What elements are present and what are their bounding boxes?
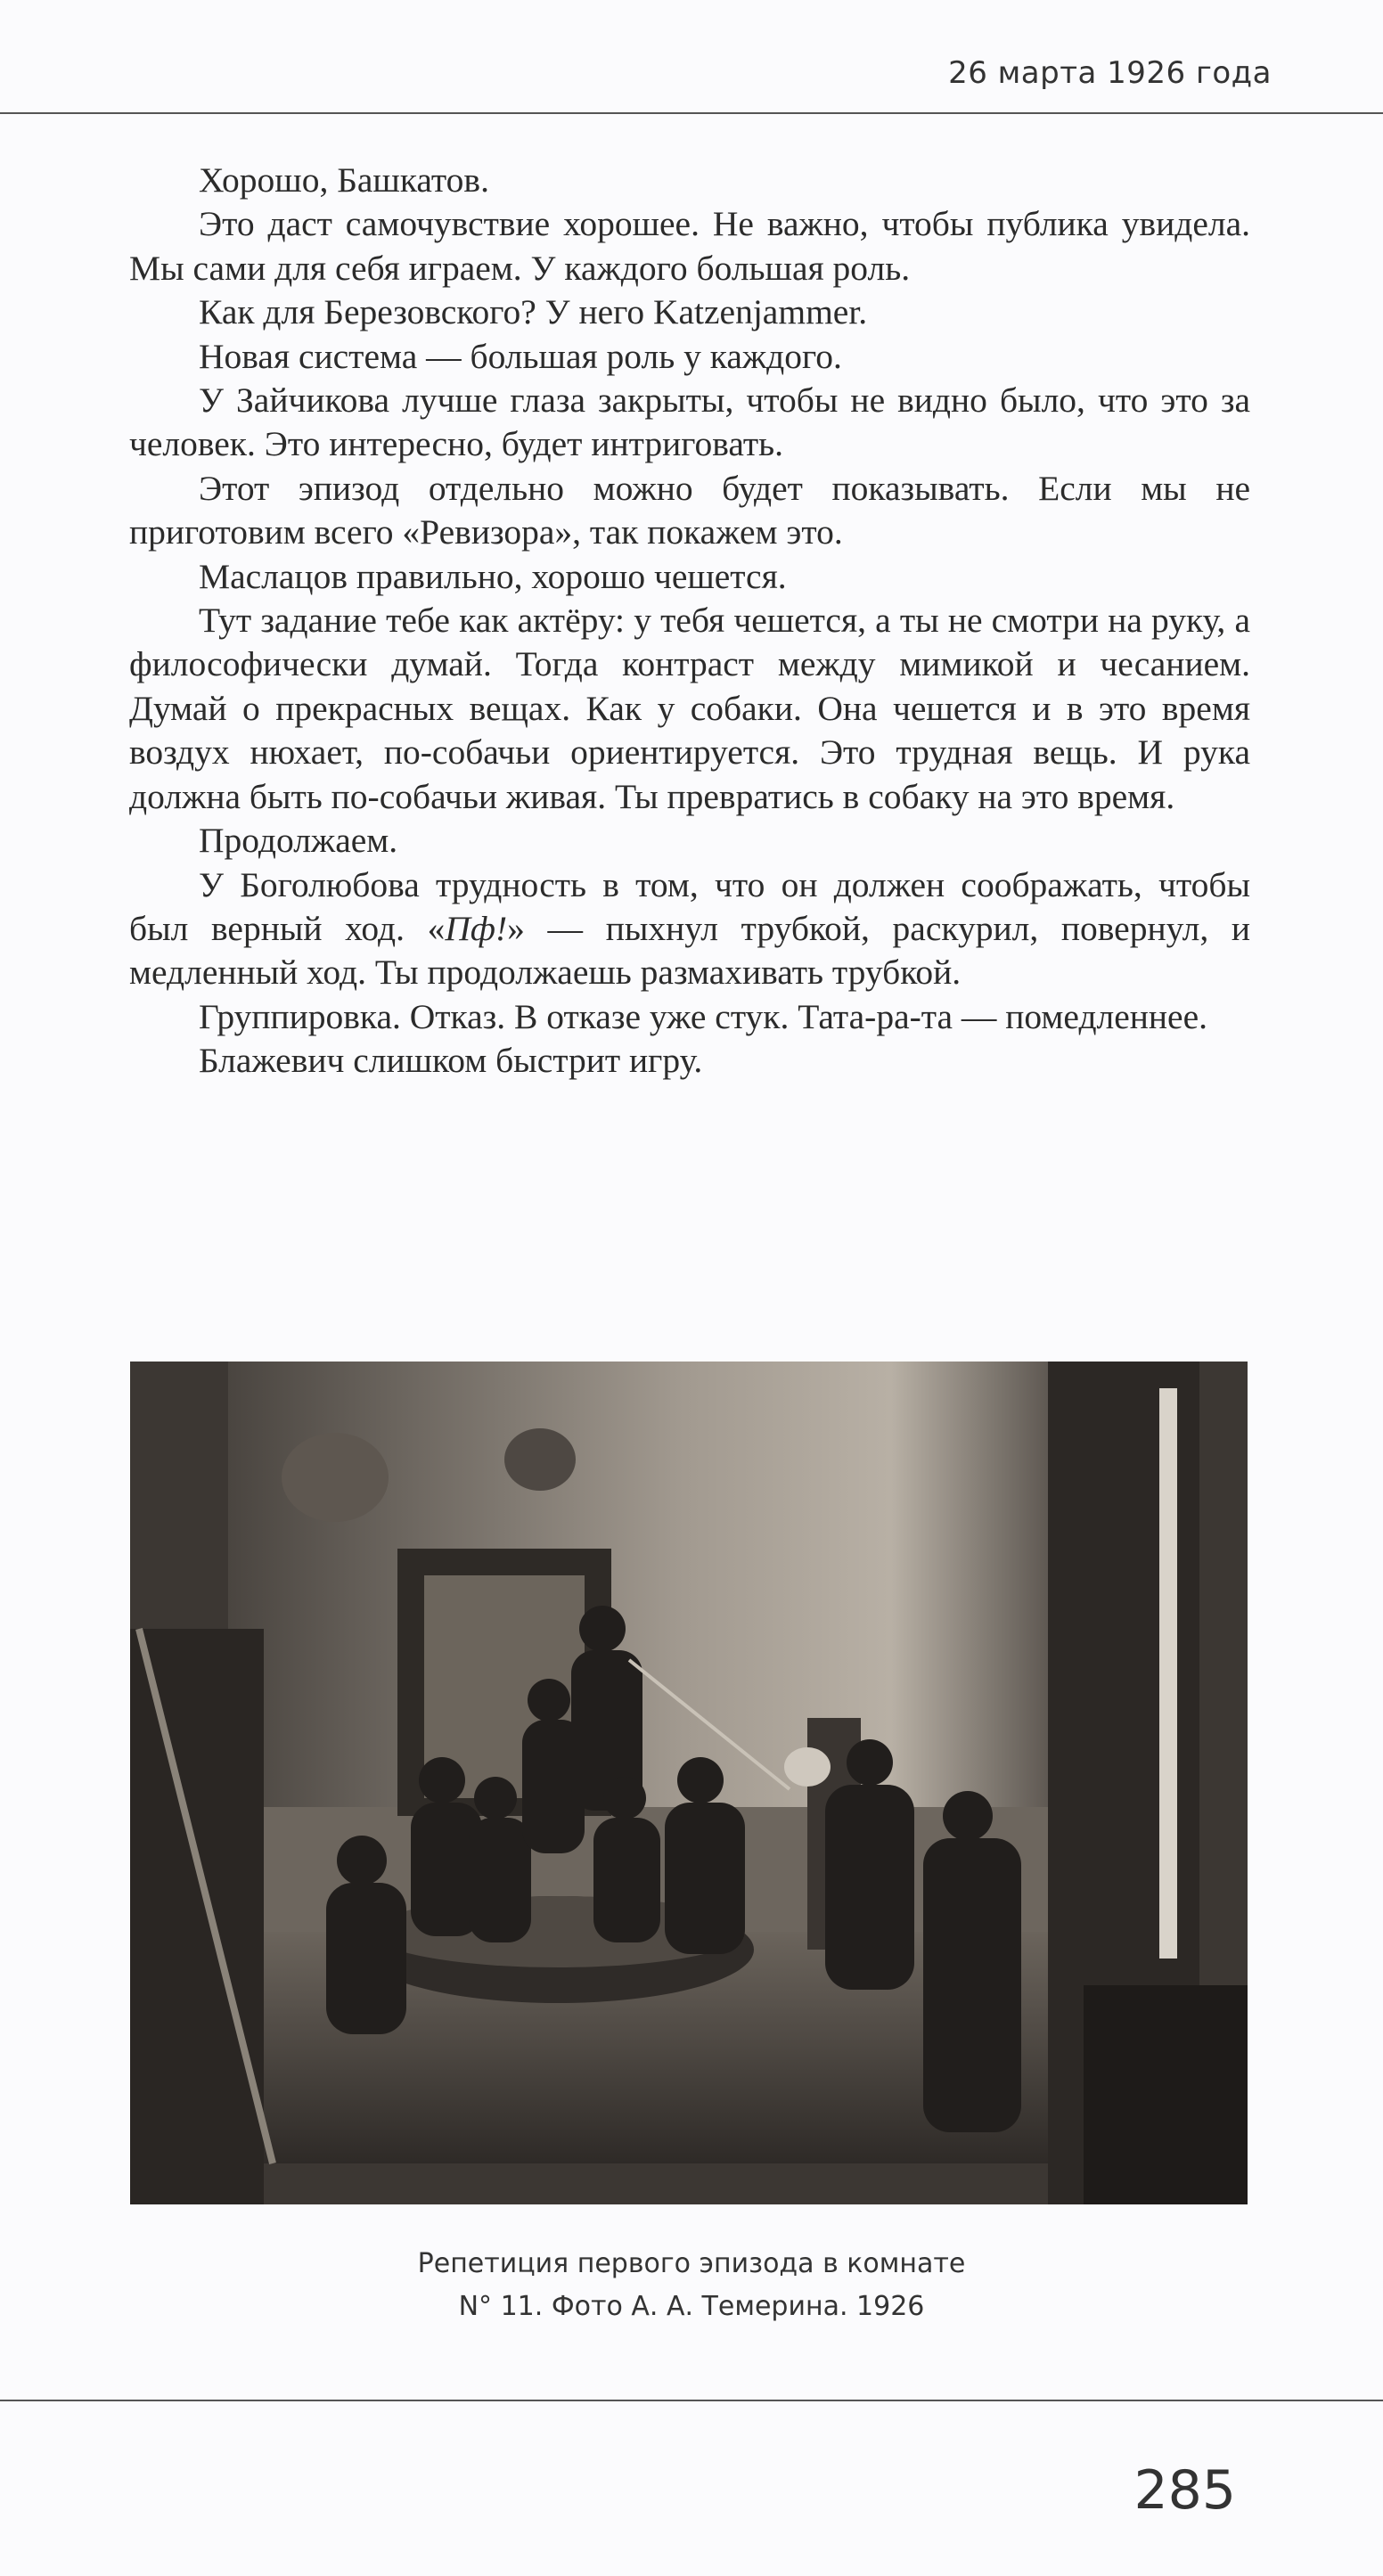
lamp-shade-left <box>282 1433 389 1522</box>
running-head: 26 марта 1926 года <box>948 55 1272 91</box>
paragraph: Хорошо, Башкатов. <box>199 160 489 200</box>
paragraph-text: » — пыхнул трубкой, раскурил, повернул, и медленный ход. Ты продолжаешь размахивать трубкой. <box>129 908 1250 993</box>
page-number: 285 <box>1133 2459 1236 2522</box>
paragraph: Как для Березовского? У него Katzenjammer. <box>199 292 868 332</box>
rehearsal-photo <box>130 1362 1248 2204</box>
foreground-shadow <box>1084 1985 1248 2204</box>
paragraph: Группировка. Отказ. В отказе уже стук. Тата-ра-та — помедленнее. <box>199 996 1207 1036</box>
body-text <box>129 159 1250 1084</box>
photo-caption <box>0 2243 1383 2328</box>
lamp-shade-center <box>504 1428 576 1491</box>
header-rule <box>0 112 1383 114</box>
paragraph-text: У Боголюбова трудность в том, что он должен соображать, чтобы был верный ход. « <box>129 864 1250 948</box>
paragraph: Маслацов правильно, хорошо чешется. <box>199 556 787 596</box>
caption-line: N° 11. Фото А. А. Темерина. 1926 <box>458 2291 925 2322</box>
paragraph <box>129 863 1250 995</box>
paragraph: У Зайчикова лучше глаза закрыты, чтобы не видно было, что это за человек. Это интересно, будет интриговать. <box>129 380 1250 464</box>
window-light <box>1159 1388 1177 1959</box>
paragraph: Новая система — большая роль у каждого. <box>199 336 842 376</box>
photo-illustration <box>130 1362 1248 2204</box>
flat-left <box>130 1629 264 2204</box>
italic-exclamation: Пф! <box>445 908 508 948</box>
paragraph: Продолжаем. <box>199 821 398 861</box>
paragraph: Это даст самочувствие хорошее. Не важно, чтобы публика увидела. Мы сами для себя играем. У каждого большая роль. <box>129 204 1250 288</box>
paragraph: Этот эпизод отдельно можно будет показывать. Если мы не приготовим всего «Ревизора», так покажем это. <box>129 468 1250 552</box>
paragraph: Тут задание тебе как актёру: у тебя чешется, а ты не смотри на руку, а философически думай. Тогда контраст между мимикой и чесанием. Думай о прекрасных вещах. Как у собаки. Она чешется и в это время воздух нюхает, по-собачьи ориентируется. Это трудная вещь. И рука должна быть по-собачьи живая. Ты превратись в собаку на это время. <box>129 601 1250 816</box>
caption-line: Репетиция первого эпизода в комнате <box>417 2248 966 2279</box>
paragraph: Блажевич слишком быстрит игру. <box>199 1041 703 1081</box>
footer-rule <box>0 2400 1383 2401</box>
white-face <box>784 1747 831 1787</box>
